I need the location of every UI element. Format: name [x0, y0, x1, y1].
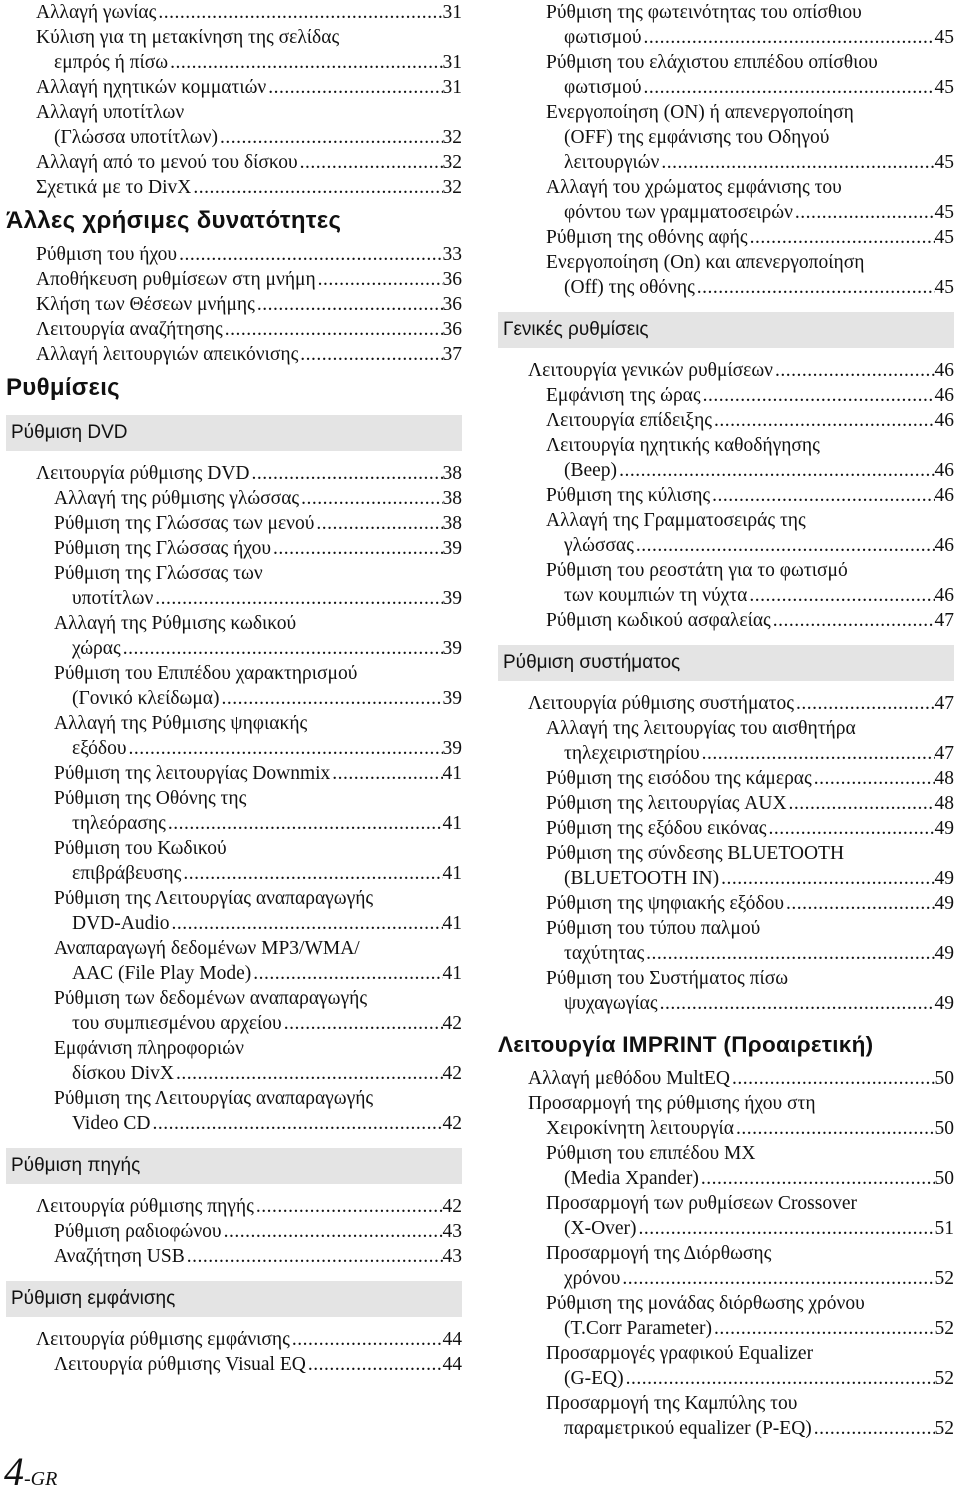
toc-entry-title: Ρύθμιση του ήχου	[36, 244, 178, 265]
toc-page-number: 46	[934, 360, 954, 381]
toc-page-number: 31	[442, 2, 462, 23]
dot-leader	[658, 991, 935, 1016]
dot-leader	[620, 1266, 934, 1291]
toc-entry-title: Εμφάνιση πληροφοριών	[54, 1038, 244, 1059]
dot-leader	[282, 1011, 443, 1036]
dot-leader	[127, 736, 443, 761]
toc-entry-title: Σχετικά με το DivX	[36, 177, 192, 198]
toc-page-number: 45	[934, 77, 954, 98]
dot-leader	[734, 1116, 935, 1141]
toc-entry-title: Ρύθμιση του Επιπέδου χαρακτηρισμού	[54, 663, 358, 684]
dot-leader	[712, 1316, 935, 1341]
dot-leader	[617, 458, 934, 483]
dot-leader	[812, 1416, 935, 1441]
toc-page-number: 52	[934, 1268, 954, 1289]
page-language-suffix: -GR	[24, 1468, 58, 1490]
dot-leader	[121, 636, 443, 661]
toc-entry-title: (Γλώσσα υποτίτλων)	[54, 127, 218, 148]
toc-entry-title: ταχύτητας	[564, 943, 645, 964]
dot-leader	[177, 242, 442, 267]
toc-entry-title: Αλλαγή της Γραμματοσειράς της	[546, 510, 806, 531]
dot-leader	[710, 483, 934, 508]
toc-entry[interactable]	[6, 292, 462, 317]
toc-entry-title: Ρύθμιση του ελάχιστου επιπέδου οπίσθιου	[546, 52, 878, 73]
toc-page-number: 42	[442, 1196, 462, 1217]
toc-entry[interactable]	[498, 1066, 954, 1091]
dot-leader	[634, 533, 935, 558]
toc-entry-title: Κύλιση για τη μετακίνηση της σελίδας	[36, 27, 340, 48]
dot-leader	[712, 408, 934, 433]
toc-entry[interactable]	[498, 250, 954, 300]
dot-leader	[766, 816, 934, 841]
dot-leader	[812, 766, 935, 791]
toc-entry-title: Προσαρμογή της ρύθμισης ήχου στη	[528, 1093, 816, 1114]
toc-entry[interactable]	[6, 75, 462, 100]
toc-page-number: 44	[442, 1354, 462, 1375]
toc-page-number: 32	[442, 152, 462, 173]
dot-leader	[266, 75, 442, 100]
page-footer	[4, 1448, 57, 1495]
toc-page-number: 31	[442, 52, 462, 73]
toc-entry-title: δίσκου DivX	[72, 1063, 174, 1084]
toc-page-number: 37	[442, 344, 462, 365]
toc-entry-title: Ρύθμιση της εισόδου της κάμερας	[546, 768, 812, 789]
toc-page-number: 41	[442, 963, 462, 984]
toc-entry[interactable]	[498, 966, 954, 1016]
toc-entry[interactable]	[498, 100, 954, 175]
dot-leader	[748, 225, 935, 250]
toc-entry-title: Λειτουργία ρύθμισης Visual EQ	[54, 1354, 306, 1375]
toc-entry[interactable]	[6, 461, 462, 486]
toc-page-number: 49	[934, 868, 954, 889]
toc-page-number: 49	[934, 993, 954, 1014]
toc-page-number: 39	[442, 688, 462, 709]
toc-page-number: 47	[934, 743, 954, 764]
toc-entry[interactable]	[6, 561, 462, 611]
toc-page-number: 52	[934, 1418, 954, 1439]
toc-page-number: 49	[934, 818, 954, 839]
toc-page-number: 41	[442, 763, 462, 784]
toc-entry[interactable]	[6, 711, 462, 761]
toc-entry-title: Ρύθμιση της Γλώσσας ήχου	[54, 538, 271, 559]
toc-entry[interactable]	[6, 1327, 462, 1352]
toc-entry[interactable]	[498, 608, 954, 633]
toc-entry-title: Αλλαγή από το μενού του δίσκου	[36, 152, 298, 173]
toc-page-number: 33	[442, 244, 462, 265]
toc-page-number: 42	[442, 1113, 462, 1134]
toc-entry[interactable]	[498, 891, 954, 916]
dot-leader	[773, 358, 935, 383]
toc-entry-title: Video CD	[72, 1113, 151, 1134]
toc-entry-title: Ρύθμιση κωδικού ασφαλείας	[546, 610, 771, 631]
toc-entry-title: Αλλαγή μεθόδου MultEQ	[528, 1068, 731, 1089]
toc-page-number: 41	[442, 863, 462, 884]
toc-entry[interactable]	[498, 0, 954, 50]
toc-entry-title: Ρύθμιση του επιπέδου MX	[546, 1143, 756, 1164]
dot-leader	[218, 125, 443, 150]
toc-entry-title: Ρύθμιση της φωτεινότητας του οπίσθιου	[546, 2, 862, 23]
toc-entry[interactable]	[6, 836, 462, 886]
dot-leader	[700, 741, 935, 766]
toc-page-number: 50	[934, 1068, 954, 1089]
toc-entry-title: Ρύθμιση των δεδομένων αναπαραγωγής	[54, 988, 368, 1009]
toc-page-number: 43	[442, 1221, 462, 1242]
toc-entry[interactable]	[498, 225, 954, 250]
section-subheading: Ρύθμιση συστήματος	[498, 645, 954, 681]
toc-entry-title: (Γονικό κλείδωμα)	[72, 688, 220, 709]
toc-entry[interactable]	[6, 317, 462, 342]
toc-page-number: 42	[442, 1013, 462, 1034]
dot-leader	[730, 1066, 934, 1091]
toc-entry-title: χώρας	[72, 638, 121, 659]
toc-entry[interactable]	[6, 661, 462, 711]
dot-leader	[168, 50, 442, 75]
toc-entry-title: Αλλαγή γωνίας	[36, 2, 157, 23]
toc-entry[interactable]	[6, 536, 462, 561]
toc-entry[interactable]	[6, 175, 462, 200]
toc-page-number: 42	[442, 1063, 462, 1084]
toc-entry-title: Λειτουργία αναζήτησης	[36, 319, 223, 340]
toc-page-number: 46	[934, 535, 954, 556]
toc-entry[interactable]	[6, 1194, 462, 1219]
dot-leader	[170, 911, 443, 936]
dot-leader	[659, 150, 934, 175]
toc-page-number: 52	[934, 1318, 954, 1339]
dot-leader	[771, 608, 935, 633]
toc-entry-title: Αλλαγή της Ρύθμισης ψηφιακής	[54, 713, 308, 734]
toc-entry-title: Αλλαγή ηχητικών κομματιών	[36, 77, 267, 98]
section-heading: Λειτουργία IMPRINT (Προαιρετική)	[498, 1032, 874, 1057]
dot-leader	[701, 383, 935, 408]
toc-page-number: 36	[442, 269, 462, 290]
dot-leader	[299, 486, 442, 511]
toc-entry-title: Λειτουργία ηχητικής καθοδήγησης	[546, 435, 820, 456]
dot-leader	[174, 1061, 443, 1086]
toc-page-number: 52	[934, 1368, 954, 1389]
toc-entry[interactable]	[498, 716, 954, 766]
toc-page-number: 38	[442, 463, 462, 484]
toc-entry-title: (T.Corr Parameter)	[564, 1318, 712, 1339]
toc-entry[interactable]	[498, 358, 954, 383]
toc-entry[interactable]	[6, 1352, 462, 1377]
toc-entry-title: λειτουργιών	[564, 152, 660, 173]
toc-entry-title: Λειτουργία ρύθμισης εμφάνισης	[36, 1329, 290, 1350]
toc-entry-title: φόντου των γραμματοσειρών	[564, 202, 793, 223]
toc-entry-title: Ρύθμιση της εξόδου εικόνας	[546, 818, 767, 839]
toc-entry[interactable]	[6, 886, 462, 936]
toc-entry[interactable]	[498, 1391, 954, 1441]
toc-entry[interactable]	[6, 611, 462, 661]
dot-leader	[719, 866, 934, 891]
toc-entry-title: εμπρός ή πίσω	[54, 52, 169, 73]
toc-entry-title: Αποθήκευση ρυθμίσεων στη μνήμη	[36, 269, 316, 290]
toc-page-number: 45	[934, 202, 954, 223]
toc-entry[interactable]	[6, 1036, 462, 1086]
toc-entry-title: Αλλαγή του χρώματος εμφάνισης του	[546, 177, 842, 198]
toc-page-number: 45	[934, 27, 954, 48]
toc-entry-title: Ρύθμιση της οθόνης αφής	[546, 227, 748, 248]
toc-entry[interactable]	[498, 1141, 954, 1191]
toc-entry[interactable]	[498, 816, 954, 841]
toc-page-number: 36	[442, 319, 462, 340]
toc-page-number: 39	[442, 638, 462, 659]
dot-leader	[793, 200, 935, 225]
toc-entry-title: (Off) της οθόνης	[564, 277, 695, 298]
toc-page-number: 51	[934, 1218, 954, 1239]
toc-entry-title: Προσαρμογή των ρυθμίσεων Crossover	[546, 1193, 858, 1214]
toc-entry-title: (Media Xpander)	[564, 1168, 699, 1189]
dot-leader	[314, 511, 442, 536]
toc-entry[interactable]	[498, 691, 954, 716]
toc-entry-title: Ρύθμιση της λειτουργίας AUX	[546, 793, 787, 814]
dot-leader	[644, 941, 934, 966]
toc-entry[interactable]	[6, 486, 462, 511]
toc-entry-title: Ρύθμιση της Οθόνης της	[54, 788, 247, 809]
toc-entry[interactable]	[6, 511, 462, 536]
toc-page-number: 44	[442, 1329, 462, 1350]
toc-entry-title: (Beep)	[564, 460, 618, 481]
toc-entry-title: του συμπιεσμένου αρχείου	[72, 1013, 282, 1034]
toc-page-number: 49	[934, 893, 954, 914]
toc-entry[interactable]	[6, 25, 462, 75]
toc-entry[interactable]	[6, 1244, 462, 1269]
dot-leader	[747, 583, 934, 608]
toc-entry-title: φωτισμού	[564, 27, 642, 48]
toc-page-number: 46	[934, 385, 954, 406]
dot-leader	[290, 1327, 443, 1352]
toc-page-number: 47	[934, 693, 954, 714]
toc-entry-title: εξόδου	[72, 738, 127, 759]
toc-page-number: 48	[934, 768, 954, 789]
toc-entry-title: Ρύθμιση της Γλώσσας των	[54, 563, 263, 584]
dot-leader	[794, 691, 935, 716]
toc-entry[interactable]	[6, 100, 462, 150]
toc-entry-title: Κλήση των Θέσεων μνήμης	[36, 294, 255, 315]
section-heading: Ρυθμίσεις	[6, 374, 120, 401]
dot-leader	[642, 25, 935, 50]
dot-leader	[306, 1352, 443, 1377]
toc-entry[interactable]	[498, 1241, 954, 1291]
dot-leader	[220, 686, 443, 711]
dot-leader	[166, 811, 443, 836]
toc-entry-title: DVD-Audio	[72, 913, 170, 934]
toc-entry[interactable]	[498, 841, 954, 891]
toc-entry-title: Αλλαγή της Ρύθμισης κωδικού	[54, 613, 297, 634]
toc-entry-title: Προσαρμογή της Καμπύλης του	[546, 1393, 798, 1414]
toc-entry-title: Ρύθμιση του ρεοστάτη για το φωτισμό	[546, 560, 848, 581]
toc-page-number: 31	[442, 77, 462, 98]
toc-page-number: 39	[442, 588, 462, 609]
dot-leader	[637, 1216, 935, 1241]
toc-entry-title: Ρύθμιση της κύλισης	[546, 485, 711, 506]
toc-entry[interactable]	[498, 408, 954, 433]
section-subheading: Γενικές ρυθμίσεις	[498, 312, 954, 348]
toc-entry-title: των κουμπιών τη νύχτα	[564, 585, 748, 606]
section-heading: Άλλες χρήσιμες δυνατότητες	[6, 207, 342, 234]
toc-entry[interactable]	[498, 1091, 954, 1141]
toc-entry[interactable]	[498, 483, 954, 508]
toc-entry[interactable]	[6, 150, 462, 175]
toc-entry[interactable]	[498, 433, 954, 483]
toc-entry-title: τηλεόρασης	[72, 813, 166, 834]
toc-entry[interactable]	[6, 786, 462, 836]
toc-column-left	[6, 0, 462, 1377]
toc-entry-title: Λειτουργία ρύθμισης DVD	[36, 463, 250, 484]
page-number: 4	[4, 1449, 24, 1494]
toc-page-number: 50	[934, 1118, 954, 1139]
toc-page-number: 39	[442, 738, 462, 759]
dot-leader	[316, 267, 443, 292]
toc-entry-title: παραμετρικού equalizer (P-EQ)	[564, 1418, 812, 1439]
toc-entry-title: Λειτουργία ρύθμισης συστήματος	[528, 693, 794, 714]
toc-entry[interactable]	[498, 50, 954, 100]
toc-page-number: 45	[934, 277, 954, 298]
toc-page-number: 36	[442, 294, 462, 315]
toc-entry-title: Λειτουργία γενικών ρυθμίσεων	[528, 360, 773, 381]
section-subheading: Ρύθμιση πηγής	[6, 1148, 462, 1184]
dot-leader	[249, 461, 442, 486]
toc-entry[interactable]	[6, 1086, 462, 1136]
toc-entry-title: επιβράβευσης	[72, 863, 182, 884]
dot-leader	[222, 1219, 443, 1244]
toc-entry-title: (G-EQ)	[564, 1368, 624, 1389]
toc-entry-title: Ρύθμιση του Συστήματος πίσω	[546, 968, 789, 989]
toc-page-number: 38	[442, 513, 462, 534]
toc-entry[interactable]	[498, 383, 954, 408]
toc-entry-title: Ρύθμιση της Λειτουργίας αναπαραγωγής	[54, 1088, 374, 1109]
toc-page-number: 38	[442, 488, 462, 509]
section-subheading: Ρύθμιση εμφάνισης	[6, 1281, 462, 1317]
toc-entry[interactable]	[498, 508, 954, 558]
dot-leader	[695, 275, 935, 300]
toc-entry-title: ψυχαγωγίας	[564, 993, 658, 1014]
toc-entry-title: (BLUETOOTH IN)	[564, 868, 720, 889]
dot-leader	[191, 175, 442, 200]
toc-entry[interactable]	[6, 342, 462, 367]
toc-page-number: 45	[934, 227, 954, 248]
toc-entry[interactable]	[6, 761, 462, 786]
toc-page-number: 32	[442, 127, 462, 148]
dot-leader	[254, 1194, 443, 1219]
dot-leader	[255, 292, 443, 317]
toc-entry-title: Αλλαγή της ρύθμισης γλώσσας	[54, 488, 300, 509]
toc-entry[interactable]	[498, 1291, 954, 1341]
toc-entry-title: Ρύθμιση της ψηφιακής εξόδου	[546, 893, 784, 914]
toc-page-number: 41	[442, 913, 462, 934]
toc-entry[interactable]	[6, 0, 462, 25]
dot-leader	[185, 1244, 443, 1269]
dot-leader	[251, 961, 442, 986]
toc-entry[interactable]	[498, 766, 954, 791]
toc-entry[interactable]	[498, 175, 954, 225]
toc-entry-title: (X-Over)	[564, 1218, 637, 1239]
dot-leader	[642, 75, 935, 100]
toc-entry-title: Αναπαραγωγή δεδομένων MP3/WMA/	[54, 938, 360, 959]
toc-page-number: 50	[934, 1168, 954, 1189]
toc-page-number: 46	[934, 585, 954, 606]
toc-entry[interactable]	[6, 986, 462, 1036]
toc-entry[interactable]	[6, 1219, 462, 1244]
toc-entry-title: Ρύθμιση του τύπου παλμού	[546, 918, 761, 939]
toc-entry[interactable]	[498, 558, 954, 608]
toc-entry-title: Λειτουργία επίδειξης	[546, 410, 713, 431]
dot-leader	[153, 586, 442, 611]
dot-leader	[181, 861, 442, 886]
toc-entry-title: Αλλαγή της λειτουργίας του αισθητήρα	[546, 718, 856, 739]
toc-entry-title: Λειτουργία ρύθμισης πηγής	[36, 1196, 254, 1217]
toc-entry-title: Ρύθμιση της λειτουργίας Downmix	[54, 763, 331, 784]
toc-entry[interactable]	[6, 936, 462, 986]
toc-page-number: 43	[442, 1246, 462, 1267]
toc-entry-title: Χειροκίνητη λειτουργία	[546, 1118, 734, 1139]
toc-entry-title: Ρύθμιση του Κωδικού	[54, 838, 227, 859]
toc-entry-title: (OFF) της εμφάνισης του Οδηγού	[564, 127, 830, 148]
dot-leader	[330, 761, 442, 786]
dot-leader	[298, 342, 442, 367]
toc-entry-title: Ρύθμιση της σύνδεσης BLUETOOTH	[546, 843, 845, 864]
toc-column-right	[498, 0, 954, 1441]
toc-entry-title: Ρύθμιση της Λειτουργίας αναπαραγωγής	[54, 888, 374, 909]
dot-leader	[787, 791, 935, 816]
toc-entry-title: Εμφάνιση της ώρας	[546, 385, 701, 406]
toc-entry[interactable]	[6, 242, 462, 267]
dot-leader	[223, 317, 443, 342]
dot-leader	[784, 891, 935, 916]
dot-leader	[156, 0, 442, 25]
toc-entry-title: AAC (File Play Mode)	[72, 963, 252, 984]
toc-entry-title: Αλλαγή λειτουργιών απεικόνισης	[36, 344, 299, 365]
toc-entry-title: υποτίτλων	[72, 588, 154, 609]
toc-entry-title: Ρύθμιση της μονάδας διόρθωσης χρόνου	[546, 1293, 865, 1314]
toc-page-number: 47	[934, 610, 954, 631]
toc-entry-title: Προσαρμογή της Διόρθωσης	[546, 1243, 772, 1264]
toc-entry-title: Προσαρμογές γραφικού Equalizer	[546, 1343, 814, 1364]
dot-leader	[298, 150, 443, 175]
toc-entry[interactable]	[6, 267, 462, 292]
toc-entry-title: τηλεχειριστηρίου	[564, 743, 700, 764]
toc-page-number: 41	[442, 813, 462, 834]
toc-page-number: 46	[934, 485, 954, 506]
dot-leader	[271, 536, 443, 561]
toc-entry-title: Αναζήτηση USB	[54, 1246, 185, 1267]
toc-entry[interactable]	[498, 916, 954, 966]
toc-entry-title: Ρύθμιση της Γλώσσας των μενού	[54, 513, 315, 534]
toc-page-number: 39	[442, 538, 462, 559]
toc-page-number: 48	[934, 793, 954, 814]
toc-entry[interactable]	[498, 791, 954, 816]
section-subheading: Ρύθμιση DVD	[6, 415, 462, 451]
toc-page-number: 45	[934, 152, 954, 173]
toc-page-number: 49	[934, 943, 954, 964]
toc-page-number: 32	[442, 177, 462, 198]
toc-entry-title: φωτισμού	[564, 77, 642, 98]
toc-entry[interactable]	[498, 1341, 954, 1391]
toc-page-number: 46	[934, 410, 954, 431]
dot-leader	[699, 1166, 935, 1191]
toc-entry-title: Ενεργοποίηση (ON) ή απενεργοποίηση	[546, 102, 854, 123]
toc-entry-title: Αλλαγή υποτίτλων	[36, 102, 185, 123]
toc-entry-title: Ρύθμιση ραδιοφώνου	[54, 1221, 222, 1242]
toc-entry[interactable]	[498, 1191, 954, 1241]
toc-entry-title: γλώσσας	[564, 535, 634, 556]
dot-leader	[150, 1111, 442, 1136]
toc-page-number: 46	[934, 460, 954, 481]
toc-entry-title: Ενεργοποίηση (On) και απενεργοποίηση	[546, 252, 865, 273]
dot-leader	[624, 1366, 935, 1391]
toc-entry-title: χρόνου	[564, 1268, 621, 1289]
